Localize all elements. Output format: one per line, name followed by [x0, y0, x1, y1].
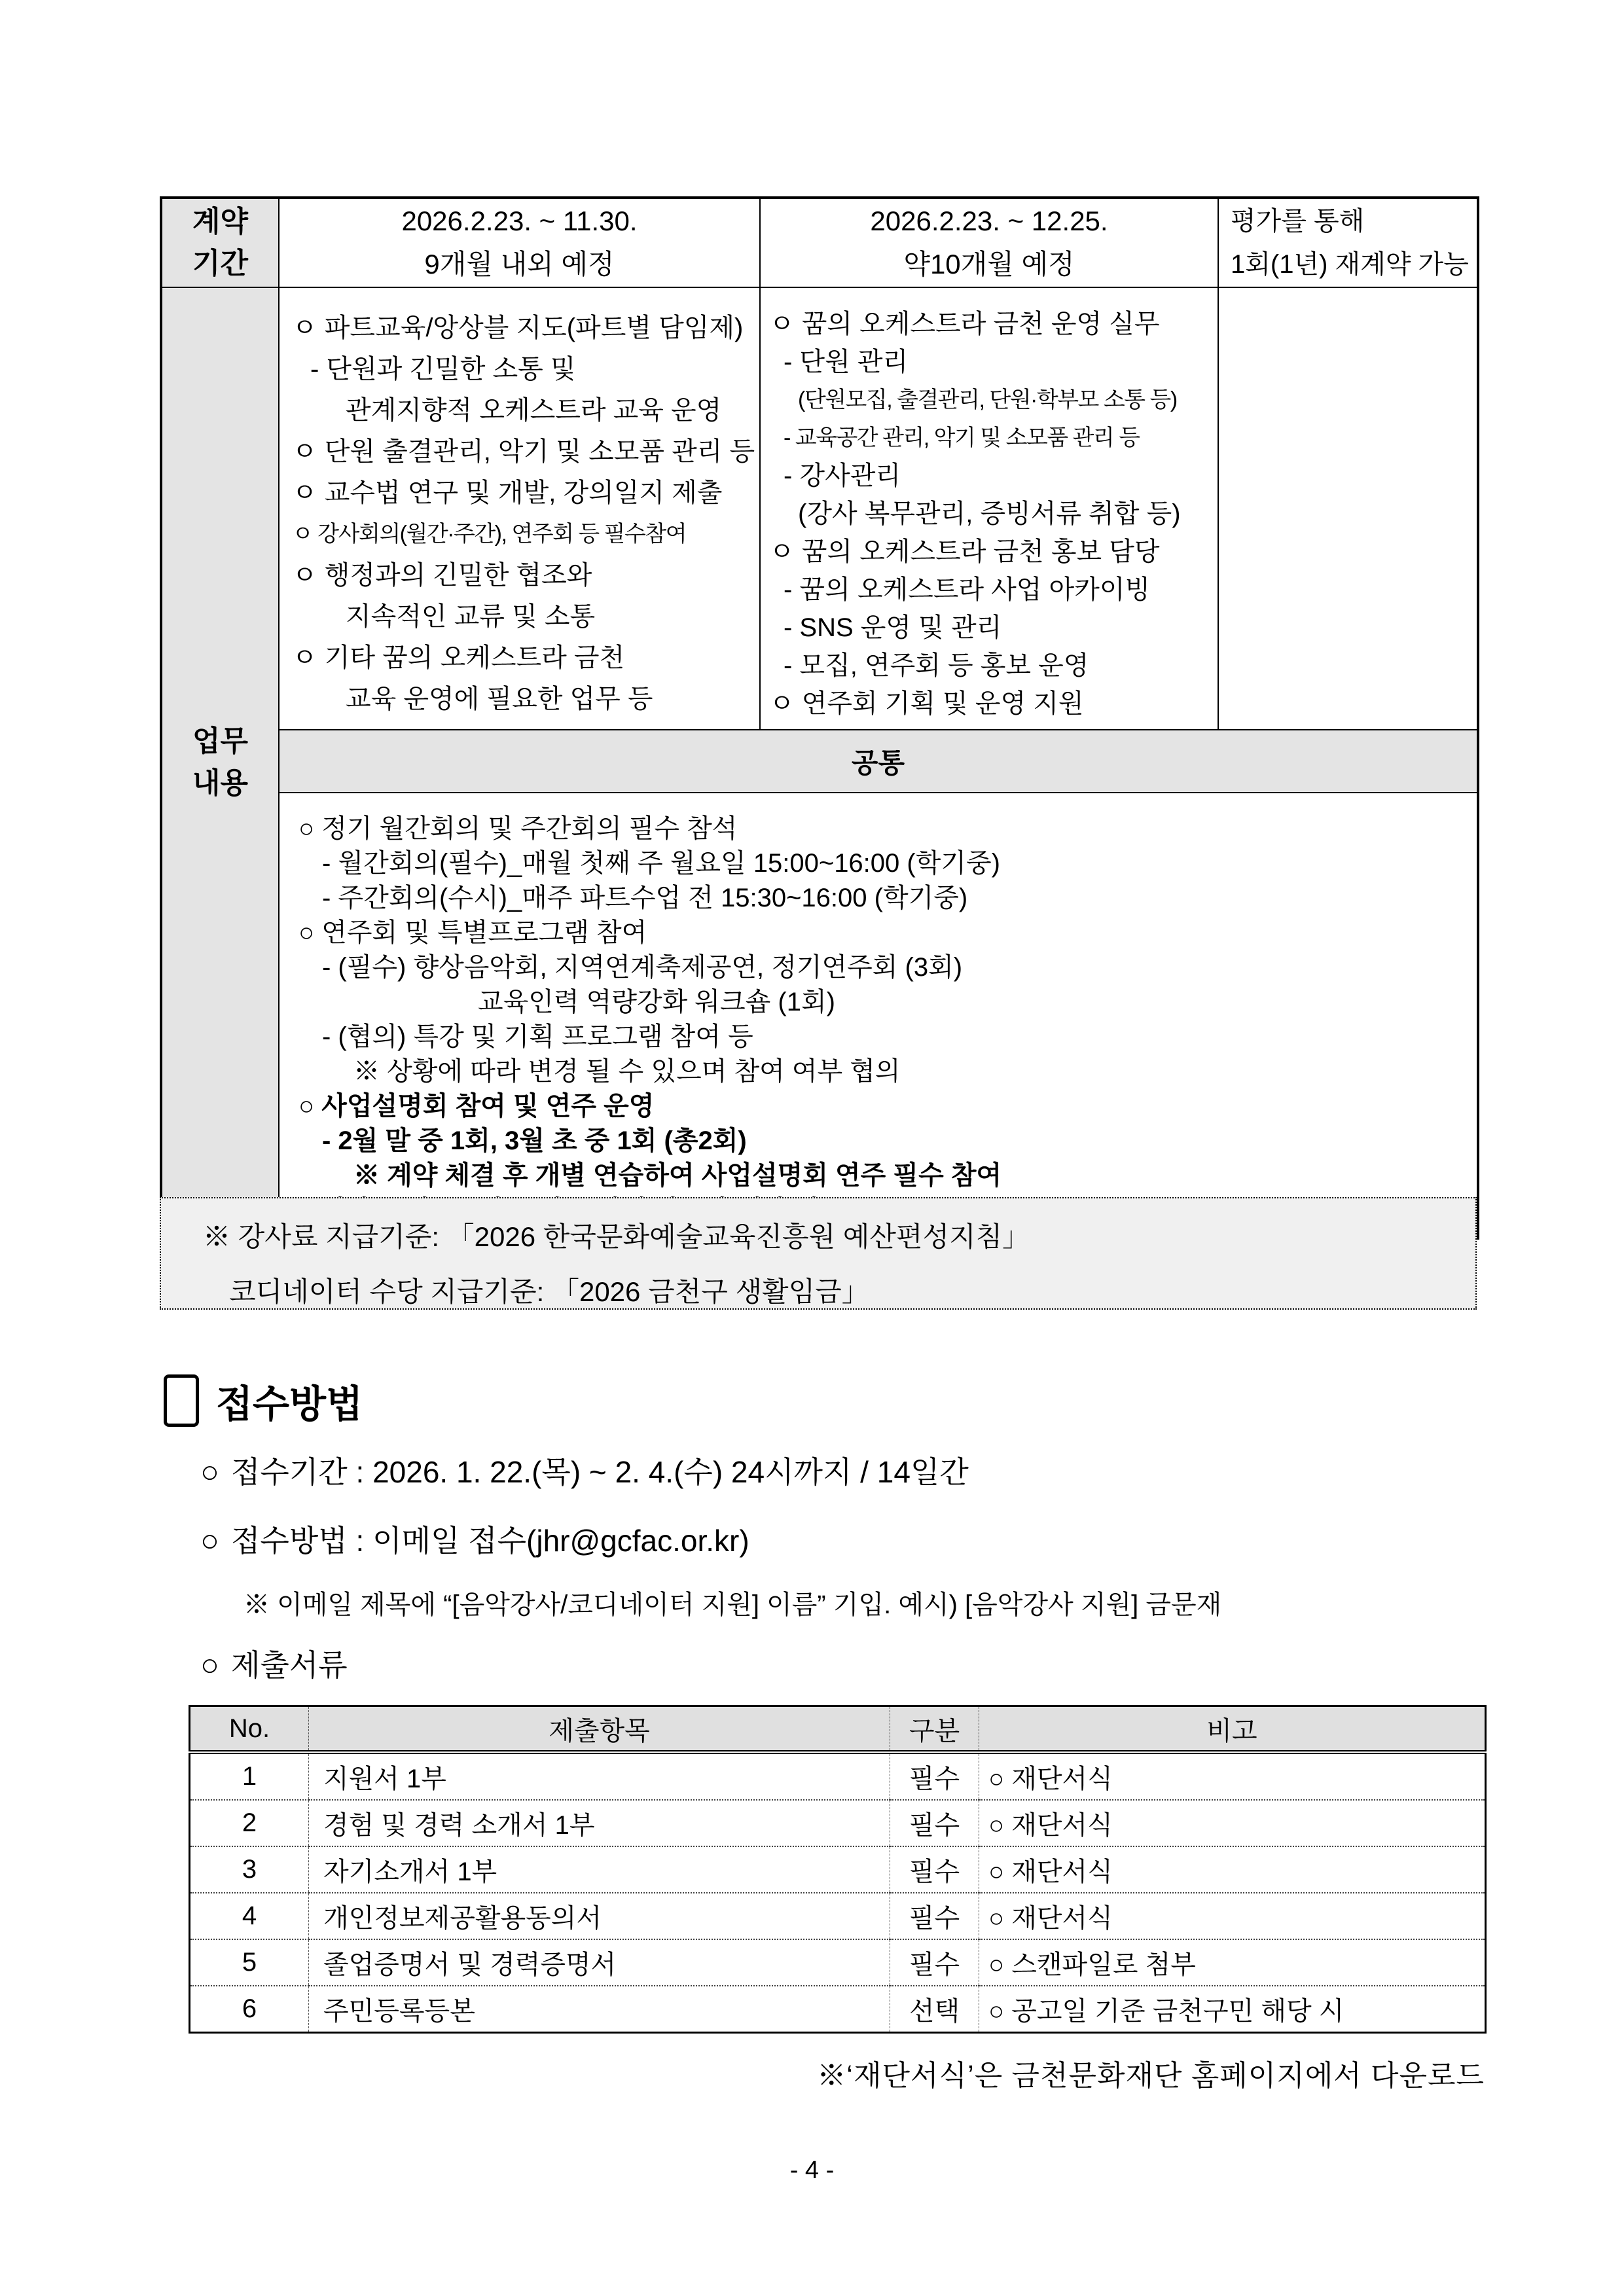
- row-no: 2: [190, 1800, 309, 1846]
- list-line: ○ 사업설명회 참여 및 연주 운영: [298, 1092, 655, 1121]
- row-header-line: 계약: [192, 206, 248, 238]
- circle-bullet-icon: ○: [200, 1648, 219, 1683]
- row-no: 3: [190, 1846, 309, 1893]
- list-line: ㅇ 꿈의 오케스트라 금천 운영 실무: [769, 310, 1160, 338]
- page-number: - 4 -: [789, 2157, 835, 2184]
- list-line: ㅇ 연주회 기획 및 운영 지원: [769, 689, 1084, 718]
- apply-period-text: 접수기간 : 2026. 1. 22.(목) ~ 2. 4.(수) 24시까지 / 14일간: [231, 1455, 969, 1489]
- common-section-header: 공통: [279, 730, 1478, 793]
- row-item: 개인정보제공활용동의서: [309, 1893, 890, 1939]
- list-line: ㅇ 행정과의 긴밀한 협조와: [292, 561, 592, 590]
- renewal-note-cell: [1218, 198, 1478, 287]
- list-line: - 강사관리: [784, 461, 901, 490]
- submission-row: [190, 1752, 1486, 1800]
- list-line: - 단원과 긴밀한 소통 및: [310, 355, 576, 384]
- row-no: 6: [190, 1986, 309, 2033]
- table-row: [161, 287, 1478, 730]
- period-line: 2026.2.23. ~ 12.25.: [870, 206, 1108, 236]
- row-item: 지원서 1부: [309, 1752, 890, 1800]
- apply-method-text: 접수방법 : 이메일 접수(jhr@gcfac.or.kr): [231, 1524, 749, 1558]
- list-line: ○ 정기 월간회의 및 주간회의 필수 참석: [298, 814, 738, 843]
- list-line: - SNS 운영 및 관리: [784, 613, 1002, 642]
- row-remark: ○ 재단서식: [979, 1800, 1486, 1846]
- row-item: 졸업증명서 및 경력증명서: [309, 1939, 890, 1986]
- row-no: 4: [190, 1893, 309, 1939]
- row-type: 선택: [890, 1986, 979, 2033]
- submission-documents-table: [189, 1705, 1487, 2034]
- row-type: 필수: [890, 1893, 979, 1939]
- list-line: ㅇ 강사회의(월간·주간), 연주회 등 필수참여: [292, 522, 687, 547]
- list-line: ※ 상황에 따라 변경 될 수 있으며 참여 여부 협의: [353, 1057, 901, 1086]
- list-line: 지속적인 교류 및 소통: [346, 602, 596, 631]
- list-line: - 월간회의(필수)_매월 첫째 주 월요일 15:00~16:00 (학기중): [322, 849, 1000, 878]
- period-line: 9개월 내외 예정: [424, 249, 615, 279]
- col-header-remark: 비고: [979, 1706, 1486, 1753]
- row-header-line: 기간: [192, 247, 248, 279]
- row-no: 1: [242, 1762, 257, 1791]
- row-remark: ○ 재단서식: [979, 1752, 1486, 1800]
- email-subject-note: ※ 이메일 제목에 “[음악강사/코디네이터 지원] 이름” 기입. 예시) [음악강사 지원] 금문재: [244, 1590, 1222, 1619]
- list-line: 교육인력 역량강화 워크숍 (1회): [478, 988, 835, 1016]
- table-row: [161, 730, 1478, 793]
- list-line: (단원모집, 출결관리, 단원·학부모 소통 등): [798, 387, 1177, 412]
- period-line: 2026.2.23. ~ 11.30.: [401, 206, 638, 236]
- contract-period-coordinator: [760, 198, 1218, 287]
- section-title-text: 접수방법: [216, 1383, 363, 1426]
- submission-table-body: [190, 1752, 1486, 2033]
- list-line: - 교육공간 관리, 악기 및 소모품 관리 등: [784, 425, 1140, 450]
- square-bullet-icon: [164, 1374, 199, 1427]
- row-remark: ○ 재단서식: [979, 1846, 1486, 1893]
- list-line: ㅇ 단원 출결관리, 악기 및 소모품 관리 등: [292, 437, 755, 466]
- pay-note-line: ※ 강사료 지급기준: 「2026 한국문화예술교육진흥원 예산편성지침」: [203, 1221, 1030, 1252]
- section-title-apply: [164, 1373, 363, 1428]
- empty-cell: [1218, 287, 1478, 730]
- list-line: - 모집, 연주회 등 홍보 운영: [784, 651, 1089, 680]
- col-header-item: 제출항목: [309, 1706, 890, 1753]
- submission-row: [190, 1800, 1486, 1846]
- list-line: - 단원 관리: [784, 348, 909, 376]
- list-line: 교육 운영에 필요한 업무 등: [346, 685, 653, 713]
- row-item: 자기소개서 1부: [309, 1846, 890, 1893]
- list-line: - 2월 말 중 1회, 3월 초 중 1회 (총2회): [322, 1126, 747, 1155]
- row-item: 주민등록등본: [309, 1986, 890, 2033]
- list-line: ㅇ 교수법 연구 및 개발, 강의일지 제출: [292, 478, 723, 507]
- circle-bullet-icon: ○: [200, 1455, 219, 1490]
- circle-bullet-icon: ○: [200, 1524, 219, 1558]
- contract-period-teacher: [279, 198, 760, 287]
- table-row: [161, 198, 1478, 287]
- list-line: ㅇ 파트교육/앙상블 지도(파트별 담임제): [292, 314, 744, 342]
- duties-list-coordinator: [760, 287, 1218, 730]
- list-line: 관계지향적 오케스트라 교육 운영: [346, 396, 722, 425]
- apply-period-line: [200, 1448, 969, 1492]
- list-line: ㅇ 기타 꿈의 오케스트라 금천: [292, 643, 625, 672]
- list-line: - 주간회의(수시)_매주 파트수업 전 15:30~16:00 (학기중): [322, 884, 968, 912]
- submission-row: [190, 1893, 1486, 1939]
- row-header-contract-period: [161, 198, 279, 287]
- row-remark: ○ 재단서식: [979, 1893, 1486, 1939]
- row-item: 경험 및 경력 소개서 1부: [309, 1800, 890, 1846]
- submission-row: [190, 1986, 1486, 2033]
- row-type: 필수: [890, 1846, 979, 1893]
- table-row: [161, 793, 1478, 1238]
- form-download-note: ※‘재단서식’은 금천문화재단 홈페이지에서 다운로드: [817, 2060, 1485, 2092]
- common-duties-list: [279, 793, 1478, 1238]
- list-line: ○ 연주회 및 특별프로그램 참여: [298, 918, 647, 947]
- pay-note-line: 코디네이터 수당 지급기준: 「2026 금천구 생활임금」: [229, 1276, 869, 1307]
- list-line: - (필수) 향상음악회, 지역연계축제공연, 정기연주회 (3회): [322, 953, 963, 982]
- list-line: - (협의) 특강 및 기획 프로그램 참여 등: [322, 1022, 753, 1051]
- row-remark: ○ 스캔파일로 첨부: [979, 1939, 1486, 1986]
- list-line: - 꿈의 오케스트라 사업 아카이빙: [784, 575, 1151, 604]
- renewal-line: 평가를 통해: [1231, 207, 1365, 236]
- row-remark: ○ 공고일 기준 금천구민 해당 시: [979, 1986, 1486, 2033]
- row-type: 필수: [890, 1752, 979, 1800]
- row-no: 5: [190, 1939, 309, 1986]
- documents-label-line: [200, 1641, 348, 1685]
- documents-label-text: 제출서류: [231, 1648, 348, 1682]
- period-line: 약10개월 예정: [903, 249, 1075, 279]
- col-header-type: 구분: [890, 1706, 979, 1753]
- contract-duties-table: [160, 196, 1479, 1240]
- row-header-duties: [161, 287, 279, 1238]
- list-line: ㅇ 꿈의 오케스트라 금천 홍보 담당: [769, 537, 1160, 566]
- col-header-no: No.: [190, 1706, 309, 1753]
- submission-header-row: [190, 1706, 1486, 1753]
- row-type: 필수: [890, 1800, 979, 1846]
- pay-standard-note: [160, 1197, 1477, 1310]
- row-header-line: 내용: [192, 767, 248, 799]
- row-type: 필수: [890, 1939, 979, 1986]
- list-line: ※ 계약 체결 후 개별 연습하여 사업설명회 연주 필수 참여: [353, 1161, 1002, 1190]
- apply-method-line: [200, 1517, 749, 1560]
- submission-row: [190, 1846, 1486, 1893]
- row-header-line: 업무: [192, 725, 248, 757]
- renewal-line: 1회(1년) 재계약 가능: [1231, 250, 1469, 279]
- list-line: (강사 복무관리, 증빙서류 취합 등): [798, 499, 1181, 528]
- duties-list-teacher: [279, 287, 760, 730]
- submission-row: [190, 1939, 1486, 1986]
